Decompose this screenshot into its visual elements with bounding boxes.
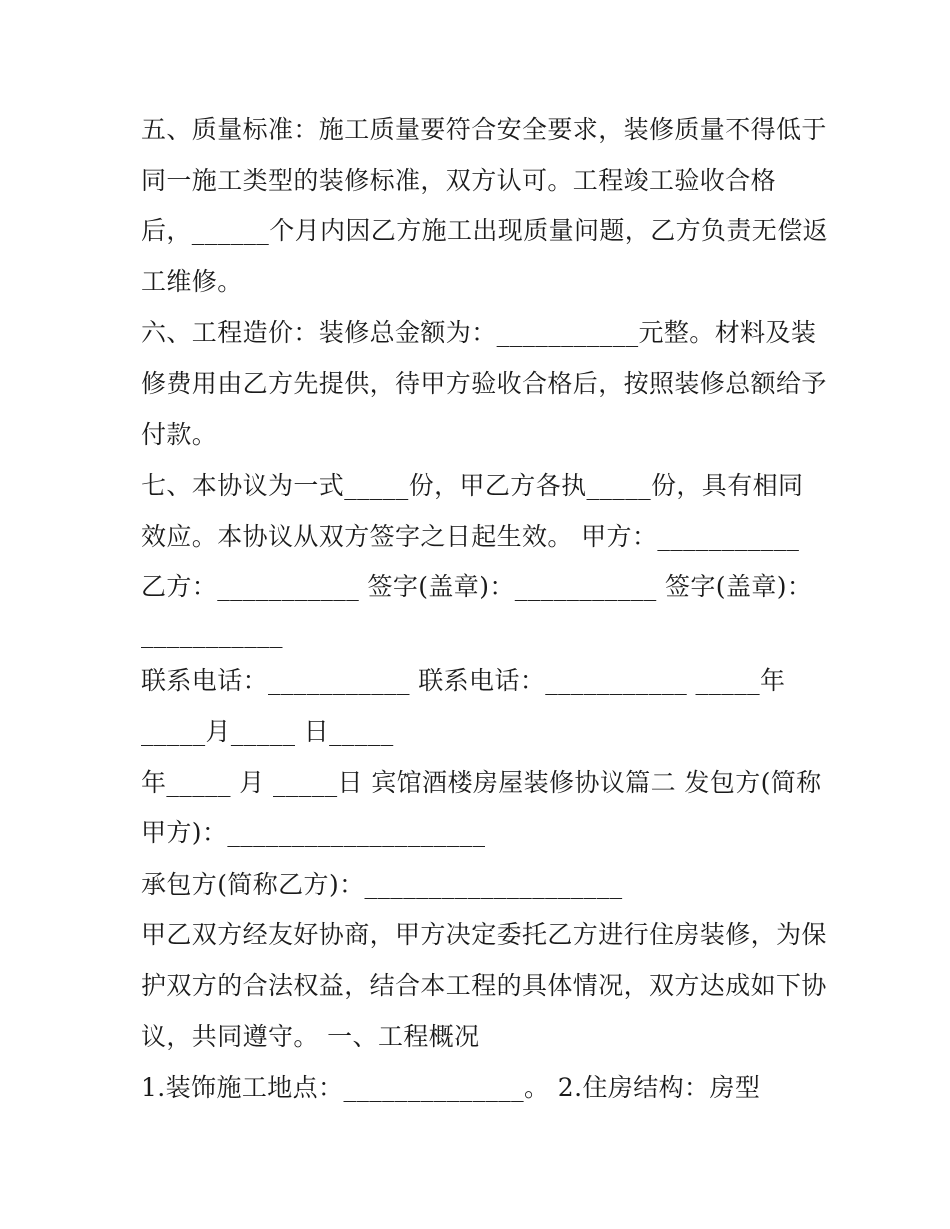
text-line: 年_____ 月 _____日 宾馆酒楼房屋装修协议篇二 发包方(简称 [141,768,822,797]
text-line: 议，共同遵守。 一、工程概况 [141,1022,480,1051]
text-line: 乙方：___________ 签字(盖章)：___________ 签字(盖章)： [141,572,813,601]
text-line: 承包方(简称乙方)：____________________ [141,870,623,899]
text-line: 护双方的合法权益，结合本工程的具体情况，双方达成如下协 [141,971,827,1000]
text-line: 工维修。 [141,267,243,296]
text-line: 修费用由乙方先提供，待甲方验收合格后，按照装修总额给予 [141,369,827,398]
text-line: 甲方)：____________________ [141,818,486,847]
text-line: ___________ [141,619,283,648]
text-line: 付款。 [141,420,218,449]
text-line: 六、工程造价：装修总金额为：___________元整。材料及装 [141,318,817,347]
text-line: 五、质量标准：施工质量要符合安全要求，装修质量不得低于 [141,115,827,144]
text-line: 甲乙双方经友好协商，甲方决定委托乙方进行住房装修，为保 [141,920,827,949]
text-line: _____月_____ 日_____ [141,717,394,746]
text-line: 七、本协议为一式_____份，甲乙方各执_____份，具有相同 [141,471,804,500]
text-line: 同一施工类型的装修标准，双方认可。工程竣工验收合格 [141,166,777,195]
text-line: 1.装饰施工地点：______________。 2.住房结构：房型 [141,1073,761,1102]
text-line: 联系电话：___________ 联系电话：___________ _____年 [141,666,786,695]
text-line: 效应。本协议从双方签字之日起生效。 甲方：___________ [141,522,800,551]
text-line: 后，______个月内因乙方施工出现质量问题，乙方负责无偿返 [141,216,829,245]
